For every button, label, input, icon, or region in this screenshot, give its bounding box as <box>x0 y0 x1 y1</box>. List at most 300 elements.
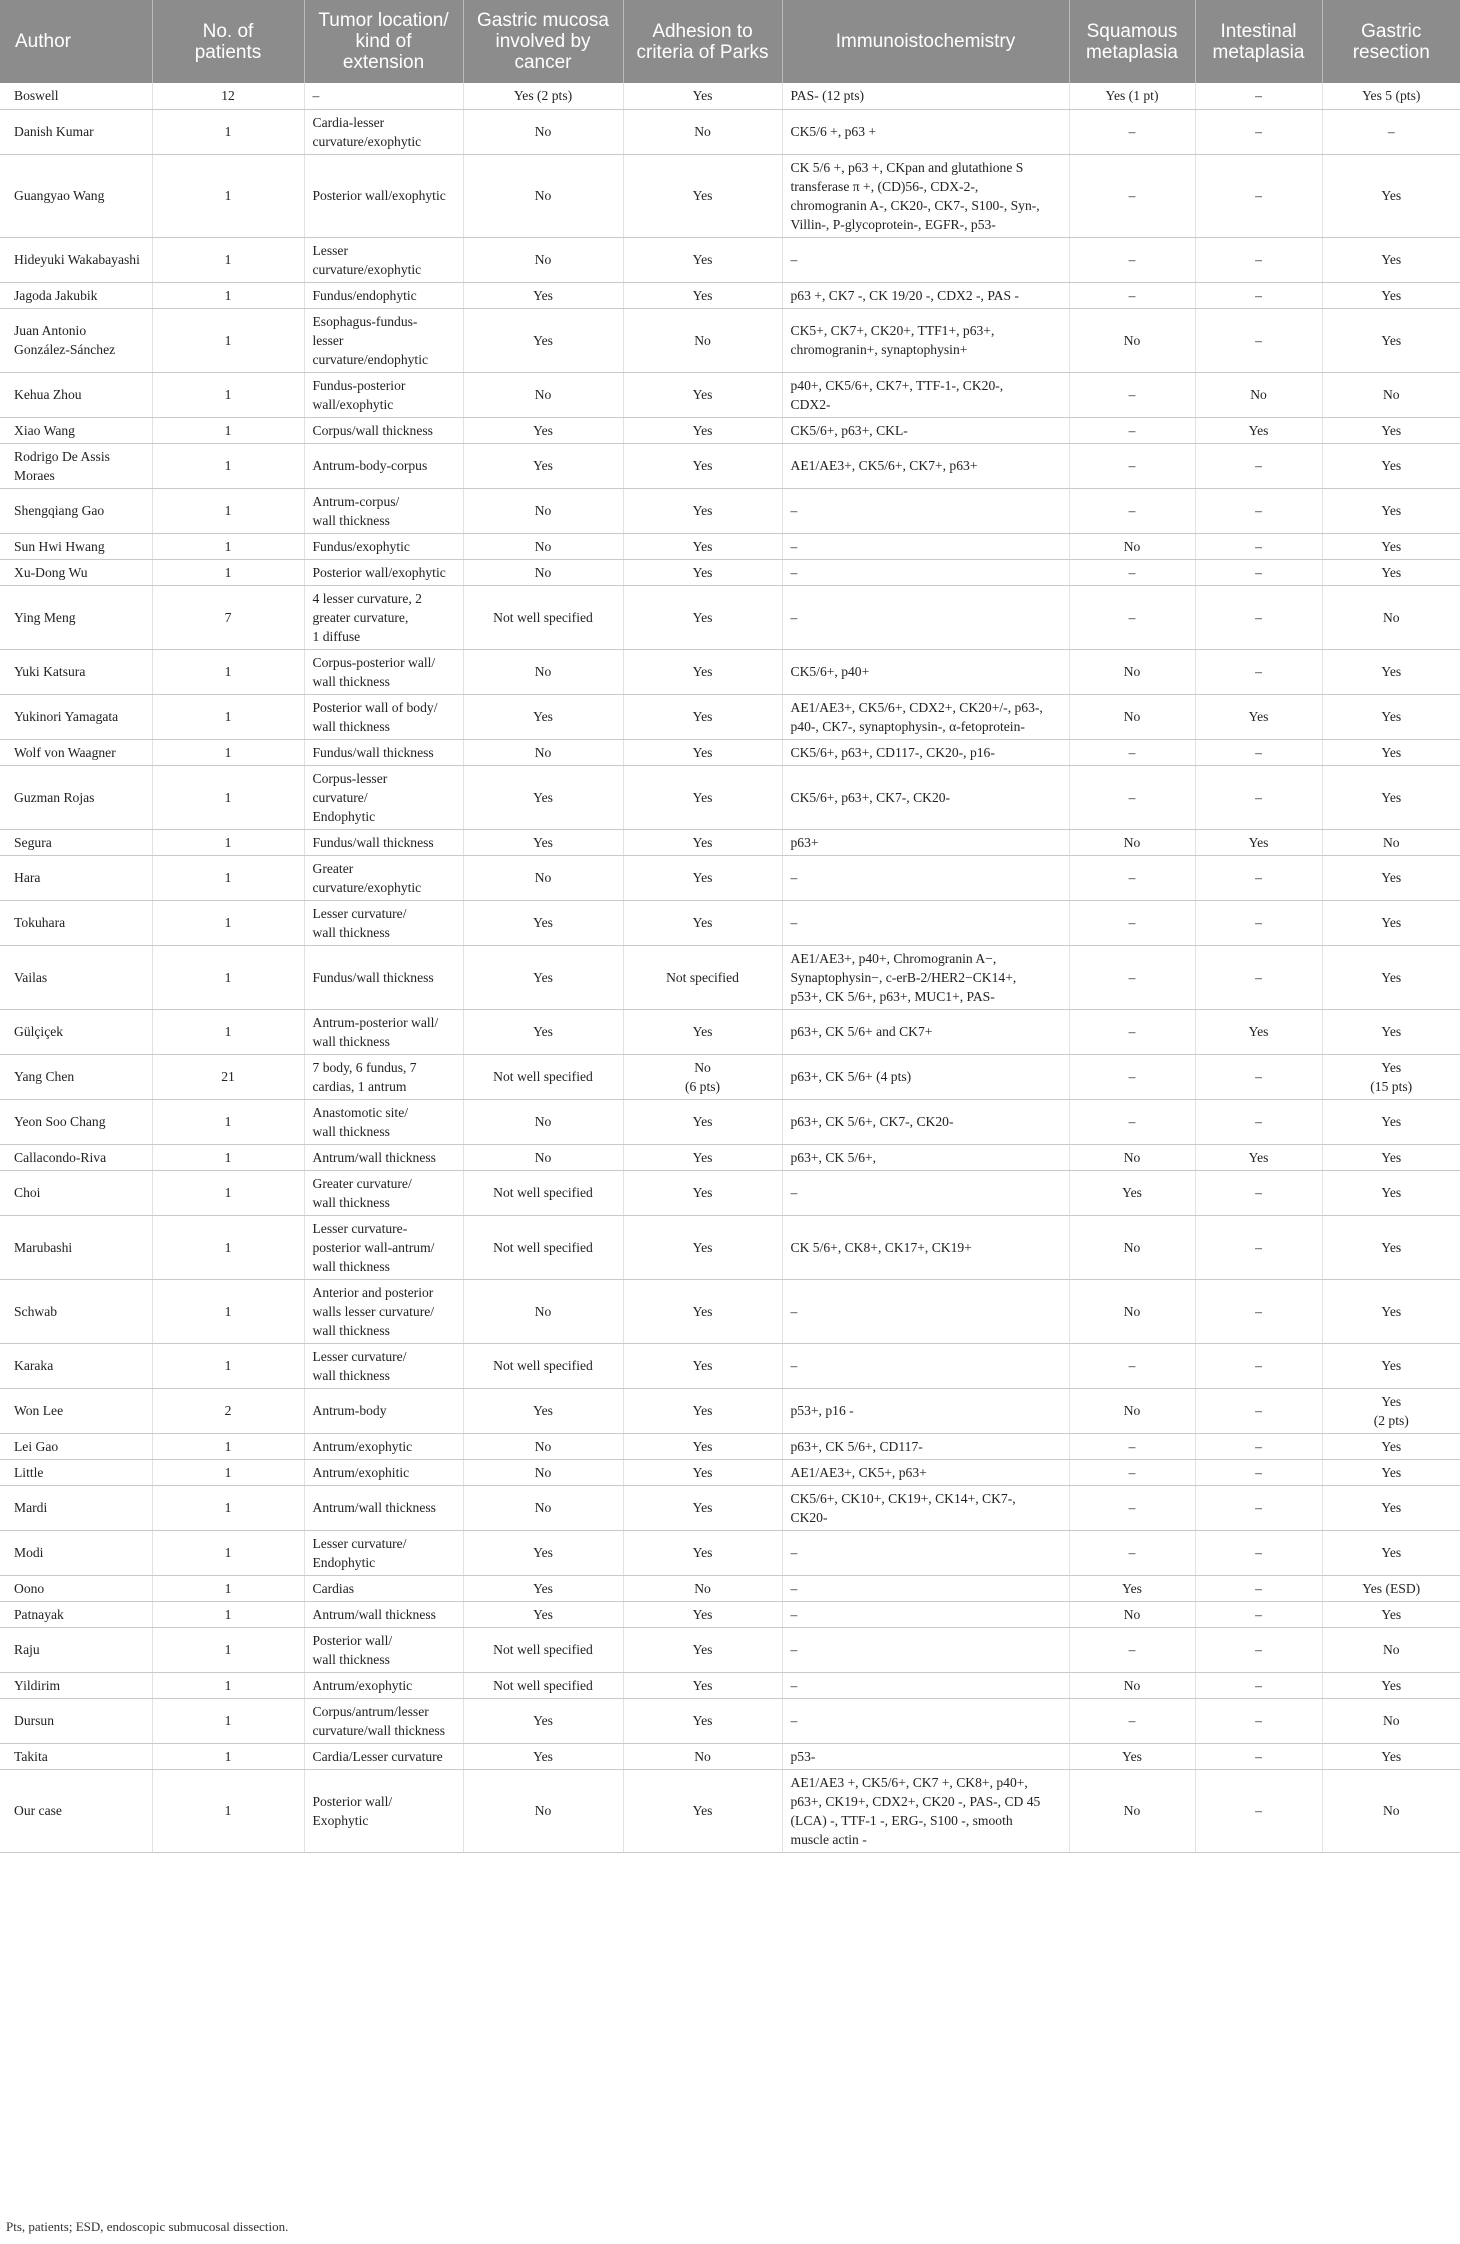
cell-ihc: p63+, CK 5/6+, <box>782 1144 1069 1170</box>
cell-parks: Yes <box>623 694 782 739</box>
cell-ihc: – <box>782 1343 1069 1388</box>
table-row <box>0 1433 1460 1459</box>
header-author: Author <box>0 0 152 83</box>
table-row <box>0 237 1460 282</box>
cell-intestinal: – <box>1195 109 1322 154</box>
cell-location: Antrum-corpus/ wall thickness <box>304 488 463 533</box>
cell-parks: Yes <box>623 1343 782 1388</box>
cell-squamous: No <box>1069 1769 1195 1852</box>
table-row <box>0 1485 1460 1530</box>
cell-parks: Yes <box>623 900 782 945</box>
cell-author: Callacondo-Riva <box>0 1144 152 1170</box>
table-row <box>0 945 1460 1009</box>
table-row <box>0 649 1460 694</box>
table-row <box>0 372 1460 417</box>
cell-mucosa: Yes <box>463 1743 623 1769</box>
cell-patients: 21 <box>152 1054 304 1099</box>
cell-intestinal: – <box>1195 945 1322 1009</box>
cell-location: Anastomotic site/ wall thickness <box>304 1099 463 1144</box>
cell-ihc: AE1/AE3+, p40+, Chromogranin A−, Synaptophysin−, c-erB-2/HER2−CK14+, p53+, CK 5/6+, p63+, MUC1+, PAS- <box>782 945 1069 1009</box>
cell-squamous: No <box>1069 1215 1195 1279</box>
cell-ihc: p53+, p16 - <box>782 1388 1069 1433</box>
cell-patients: 1 <box>152 1099 304 1144</box>
cell-squamous: – <box>1069 1099 1195 1144</box>
cell-ihc: – <box>782 855 1069 900</box>
cell-location: Lesser curvature- posterior wall-antrum/ wall thickness <box>304 1215 463 1279</box>
cell-patients: 1 <box>152 559 304 585</box>
cell-author: Hideyuki Wakabayashi <box>0 237 152 282</box>
cell-mucosa: Yes <box>463 829 623 855</box>
cell-mucosa: Yes <box>463 308 623 372</box>
cell-intestinal: Yes <box>1195 829 1322 855</box>
table-row <box>0 1215 1460 1279</box>
cell-parks: Yes <box>623 585 782 649</box>
cell-location: Antrum/wall thickness <box>304 1601 463 1627</box>
table-row <box>0 443 1460 488</box>
table-row <box>0 1343 1460 1388</box>
table-row <box>0 1099 1460 1144</box>
cell-squamous: No <box>1069 694 1195 739</box>
cell-ihc: – <box>782 1530 1069 1575</box>
cell-patients: 1 <box>152 1459 304 1485</box>
cell-squamous: – <box>1069 1698 1195 1743</box>
cell-intestinal: – <box>1195 1215 1322 1279</box>
cell-intestinal: – <box>1195 559 1322 585</box>
cell-author: Lei Gao <box>0 1433 152 1459</box>
table-row <box>0 1743 1460 1769</box>
cell-location: Esophagus-fundus- lesser curvature/endophytic <box>304 308 463 372</box>
cell-intestinal: – <box>1195 585 1322 649</box>
cell-squamous: – <box>1069 559 1195 585</box>
cell-resection: Yes <box>1322 1144 1460 1170</box>
cell-location: Cardias <box>304 1575 463 1601</box>
cell-resection: Yes <box>1322 1530 1460 1575</box>
cell-mucosa: Yes <box>463 1698 623 1743</box>
cell-resection: Yes <box>1322 1459 1460 1485</box>
cell-intestinal: – <box>1195 83 1322 109</box>
cell-author: Yukinori Yamagata <box>0 694 152 739</box>
cell-patients: 1 <box>152 1530 304 1575</box>
cell-squamous: No <box>1069 1601 1195 1627</box>
header-intestinal: Intestinal metaplasia <box>1195 0 1322 83</box>
cell-author: Takita <box>0 1743 152 1769</box>
header-patients: No. of patients <box>152 0 304 83</box>
cell-resection: Yes <box>1322 855 1460 900</box>
cell-author: Won Lee <box>0 1388 152 1433</box>
cell-squamous: Yes <box>1069 1743 1195 1769</box>
cell-resection: Yes <box>1322 282 1460 308</box>
cell-resection: Yes (2 pts) <box>1322 1388 1460 1433</box>
cell-author: Dursun <box>0 1698 152 1743</box>
cell-location: Posterior wall/ wall thickness <box>304 1627 463 1672</box>
cell-parks: Yes <box>623 855 782 900</box>
cell-resection: Yes <box>1322 945 1460 1009</box>
cell-parks: Yes <box>623 1459 782 1485</box>
cell-resection: Yes <box>1322 1343 1460 1388</box>
cell-patients: 1 <box>152 829 304 855</box>
cell-parks: Yes <box>623 1215 782 1279</box>
cell-squamous: – <box>1069 237 1195 282</box>
cell-resection: No <box>1322 829 1460 855</box>
table-row <box>0 1170 1460 1215</box>
cell-mucosa: No <box>463 855 623 900</box>
cell-resection: Yes <box>1322 559 1460 585</box>
cell-resection: Yes <box>1322 900 1460 945</box>
cell-intestinal: – <box>1195 900 1322 945</box>
cell-resection: No <box>1322 1698 1460 1743</box>
cell-intestinal: – <box>1195 1672 1322 1698</box>
cell-ihc: p63+ <box>782 829 1069 855</box>
cell-intestinal: – <box>1195 237 1322 282</box>
cell-mucosa: Not well specified <box>463 1215 623 1279</box>
cell-patients: 7 <box>152 585 304 649</box>
cell-intestinal: Yes <box>1195 1144 1322 1170</box>
cell-resection: Yes <box>1322 154 1460 237</box>
cell-parks: Yes <box>623 1530 782 1575</box>
cell-author: Guzman Rojas <box>0 765 152 829</box>
cell-patients: 1 <box>152 1144 304 1170</box>
cell-mucosa: No <box>463 154 623 237</box>
cell-patients: 1 <box>152 1279 304 1343</box>
table-row <box>0 109 1460 154</box>
cell-parks: Yes <box>623 1769 782 1852</box>
cell-mucosa: Yes <box>463 694 623 739</box>
cell-location: Antrum/exophytic <box>304 1672 463 1698</box>
cell-resection: Yes <box>1322 417 1460 443</box>
cell-parks: No <box>623 308 782 372</box>
cell-squamous: – <box>1069 109 1195 154</box>
cell-author: Hara <box>0 855 152 900</box>
cell-mucosa: Yes <box>463 282 623 308</box>
cell-parks: Yes <box>623 1144 782 1170</box>
cell-ihc: – <box>782 1575 1069 1601</box>
cell-resection: Yes <box>1322 1009 1460 1054</box>
cell-ihc: PAS- (12 pts) <box>782 83 1069 109</box>
cell-intestinal: – <box>1195 765 1322 829</box>
cell-parks: Yes <box>623 1170 782 1215</box>
cell-location: Lesser curvature/exophytic <box>304 237 463 282</box>
cell-parks: No <box>623 109 782 154</box>
cell-patients: 1 <box>152 372 304 417</box>
cell-resection: Yes <box>1322 1215 1460 1279</box>
cell-intestinal: – <box>1195 649 1322 694</box>
cell-patients: 1 <box>152 1170 304 1215</box>
cell-parks: Yes <box>623 739 782 765</box>
cell-mucosa: No <box>463 1099 623 1144</box>
cell-location: Antrum/exophitic <box>304 1459 463 1485</box>
cell-mucosa: No <box>463 559 623 585</box>
cell-patients: 1 <box>152 1433 304 1459</box>
cell-parks: Yes <box>623 372 782 417</box>
cell-resection: Yes <box>1322 1099 1460 1144</box>
cell-mucosa: Yes <box>463 443 623 488</box>
cell-location: 7 body, 6 fundus, 7 cardias, 1 antrum <box>304 1054 463 1099</box>
cell-author: Choi <box>0 1170 152 1215</box>
cell-ihc: p40+, CK5/6+, CK7+, TTF-1-, CK20-, CDX2- <box>782 372 1069 417</box>
cell-parks: Yes <box>623 1433 782 1459</box>
cell-patients: 2 <box>152 1388 304 1433</box>
cell-patients: 1 <box>152 1769 304 1852</box>
cell-resection: Yes (ESD) <box>1322 1575 1460 1601</box>
cell-author: Sun Hwi Hwang <box>0 533 152 559</box>
cell-mucosa: No <box>463 1279 623 1343</box>
cell-ihc: AE1/AE3+, CK5/6+, CDX2+, CK20+/-, p63-, p40-, CK7-, synaptophysin-, α-fetoprotein- <box>782 694 1069 739</box>
table-row <box>0 1279 1460 1343</box>
cell-patients: 1 <box>152 154 304 237</box>
header-parks: Adhesion to criteria of Parks <box>623 0 782 83</box>
cell-intestinal: – <box>1195 855 1322 900</box>
cell-squamous: No <box>1069 1144 1195 1170</box>
cell-location: Fundus/wall thickness <box>304 945 463 1009</box>
cell-intestinal: – <box>1195 1743 1322 1769</box>
cell-patients: 1 <box>152 1672 304 1698</box>
cell-parks: Yes <box>623 765 782 829</box>
cell-author: Yildirim <box>0 1672 152 1698</box>
cell-parks: Yes <box>623 1388 782 1433</box>
cell-mucosa: Yes <box>463 900 623 945</box>
cell-author: Danish Kumar <box>0 109 152 154</box>
table-row <box>0 1769 1460 1852</box>
cell-mucosa: No <box>463 237 623 282</box>
cell-intestinal: – <box>1195 1530 1322 1575</box>
cell-patients: 1 <box>152 533 304 559</box>
cell-resection: Yes 5 (pts) <box>1322 83 1460 109</box>
cell-ihc: CK5/6+, p63+, CKL- <box>782 417 1069 443</box>
cell-patients: 1 <box>152 109 304 154</box>
cell-patients: 1 <box>152 1698 304 1743</box>
cell-resection: Yes <box>1322 765 1460 829</box>
cell-intestinal: No <box>1195 372 1322 417</box>
table-row <box>0 900 1460 945</box>
cell-ihc: – <box>782 585 1069 649</box>
cell-author: Yeon Soo Chang <box>0 1099 152 1144</box>
cell-patients: 1 <box>152 765 304 829</box>
cell-author: Oono <box>0 1575 152 1601</box>
cell-author: Yang Chen <box>0 1054 152 1099</box>
cell-intestinal: – <box>1195 1627 1322 1672</box>
cell-mucosa: No <box>463 1769 623 1852</box>
cell-location: Antrum/wall thickness <box>304 1485 463 1530</box>
cell-parks: Yes <box>623 1601 782 1627</box>
table-row <box>0 585 1460 649</box>
cell-location: Posterior wall/exophytic <box>304 154 463 237</box>
cell-squamous: Yes (1 pt) <box>1069 83 1195 109</box>
cell-squamous: No <box>1069 308 1195 372</box>
cell-resection: Yes <box>1322 649 1460 694</box>
cell-mucosa: No <box>463 372 623 417</box>
cell-intestinal: – <box>1195 1343 1322 1388</box>
cell-location: Antrum-posterior wall/ wall thickness <box>304 1009 463 1054</box>
cell-ihc: – <box>782 237 1069 282</box>
header-location: Tumor location/ kind of extension <box>304 0 463 83</box>
cell-patients: 1 <box>152 1009 304 1054</box>
cell-location: Fundus/exophytic <box>304 533 463 559</box>
cell-patients: 1 <box>152 417 304 443</box>
cell-mucosa: No <box>463 1433 623 1459</box>
cell-patients: 1 <box>152 282 304 308</box>
cell-mucosa: No <box>463 533 623 559</box>
table-row <box>0 1009 1460 1054</box>
table-row <box>0 1054 1460 1099</box>
cell-intestinal: – <box>1195 1698 1322 1743</box>
cell-intestinal: – <box>1195 1433 1322 1459</box>
cell-squamous: – <box>1069 443 1195 488</box>
cell-ihc: AE1/AE3 +, CK5/6+, CK7 +, CK8+, p40+, p63+, CK19+, CDX2+, CK20 -, PAS-, CD 45 (LCA) -, TTF-1 -, ERG-, S100 -, smooth muscle actin - <box>782 1769 1069 1852</box>
cell-intestinal: – <box>1195 1279 1322 1343</box>
cell-squamous: – <box>1069 1009 1195 1054</box>
cell-patients: 1 <box>152 488 304 533</box>
cell-intestinal: – <box>1195 1054 1322 1099</box>
cell-patients: 1 <box>152 855 304 900</box>
cell-intestinal: – <box>1195 282 1322 308</box>
cell-mucosa: Yes (2 pts) <box>463 83 623 109</box>
cell-author: Modi <box>0 1530 152 1575</box>
cell-resection: Yes <box>1322 1485 1460 1530</box>
cell-squamous: – <box>1069 900 1195 945</box>
table-row <box>0 739 1460 765</box>
cell-squamous: – <box>1069 372 1195 417</box>
cell-resection: Yes <box>1322 1279 1460 1343</box>
cell-squamous: No <box>1069 1279 1195 1343</box>
cell-squamous: No <box>1069 649 1195 694</box>
cell-ihc: – <box>782 1627 1069 1672</box>
cell-location: Greater curvature/ wall thickness <box>304 1170 463 1215</box>
cell-author: Marubashi <box>0 1215 152 1279</box>
table-header <box>0 0 1460 83</box>
cell-location: Greater curvature/exophytic <box>304 855 463 900</box>
table-row <box>0 154 1460 237</box>
table-row <box>0 83 1460 109</box>
cell-location: Corpus-lesser curvature/ Endophytic <box>304 765 463 829</box>
cell-ihc: – <box>782 1170 1069 1215</box>
cell-location: Lesser curvature/ wall thickness <box>304 900 463 945</box>
cell-location: Cardia/Lesser curvature <box>304 1743 463 1769</box>
cell-resection: No <box>1322 372 1460 417</box>
cell-intestinal: – <box>1195 1170 1322 1215</box>
cell-parks: Yes <box>623 649 782 694</box>
cell-parks: Yes <box>623 1279 782 1343</box>
cell-mucosa: Not well specified <box>463 1054 623 1099</box>
table-row <box>0 1530 1460 1575</box>
cell-squamous: – <box>1069 1054 1195 1099</box>
cell-intestinal: – <box>1195 533 1322 559</box>
cell-location: Posterior wall/ Exophytic <box>304 1769 463 1852</box>
table-row <box>0 829 1460 855</box>
table-row <box>0 417 1460 443</box>
cell-resection: Yes <box>1322 533 1460 559</box>
table-row <box>0 559 1460 585</box>
cell-mucosa: Not well specified <box>463 1627 623 1672</box>
cell-intestinal: – <box>1195 154 1322 237</box>
cell-author: Rodrigo De Assis Moraes <box>0 443 152 488</box>
cell-mucosa: Not well specified <box>463 585 623 649</box>
cell-author: Boswell <box>0 83 152 109</box>
cell-mucosa: Not well specified <box>463 1672 623 1698</box>
cell-intestinal: – <box>1195 1099 1322 1144</box>
cell-patients: 1 <box>152 739 304 765</box>
cell-squamous: No <box>1069 829 1195 855</box>
cell-resection: Yes <box>1322 443 1460 488</box>
cell-parks: No <box>623 1743 782 1769</box>
cell-resection: Yes <box>1322 694 1460 739</box>
cell-parks: Yes <box>623 282 782 308</box>
cell-mucosa: Yes <box>463 1530 623 1575</box>
cell-parks: Yes <box>623 443 782 488</box>
cell-squamous: – <box>1069 585 1195 649</box>
cell-resection: Yes (15 pts) <box>1322 1054 1460 1099</box>
cell-ihc: CK5/6 +, p63 + <box>782 109 1069 154</box>
table-row <box>0 1459 1460 1485</box>
table-row <box>0 694 1460 739</box>
cell-location: Corpus-posterior wall/ wall thickness <box>304 649 463 694</box>
cell-mucosa: No <box>463 109 623 154</box>
cell-resection: Yes <box>1322 308 1460 372</box>
cell-intestinal: – <box>1195 308 1322 372</box>
cell-squamous: No <box>1069 533 1195 559</box>
cell-location: Corpus/wall thickness <box>304 417 463 443</box>
cell-parks: Yes <box>623 559 782 585</box>
cell-author: Vailas <box>0 945 152 1009</box>
cell-ihc: – <box>782 1279 1069 1343</box>
cell-parks: Yes <box>623 829 782 855</box>
cell-resection: – <box>1322 109 1460 154</box>
cell-intestinal: Yes <box>1195 1009 1322 1054</box>
cell-resection: No <box>1322 1769 1460 1852</box>
cell-patients: 1 <box>152 1343 304 1388</box>
cell-intestinal: Yes <box>1195 417 1322 443</box>
cell-ihc: CK5/6+, p63+, CK7-, CK20- <box>782 765 1069 829</box>
cell-location: Posterior wall of body/ wall thickness <box>304 694 463 739</box>
cell-intestinal: – <box>1195 443 1322 488</box>
cell-patients: 1 <box>152 1627 304 1672</box>
cell-resection: Yes <box>1322 488 1460 533</box>
cell-parks: Yes <box>623 83 782 109</box>
cell-mucosa: No <box>463 1144 623 1170</box>
cell-resection: Yes <box>1322 1170 1460 1215</box>
cell-parks: Yes <box>623 154 782 237</box>
cell-squamous: No <box>1069 1388 1195 1433</box>
table-row <box>0 488 1460 533</box>
cell-intestinal: – <box>1195 488 1322 533</box>
cell-resection: Yes <box>1322 1743 1460 1769</box>
cell-squamous: Yes <box>1069 1575 1195 1601</box>
cell-squamous: – <box>1069 154 1195 237</box>
cell-intestinal: – <box>1195 1459 1322 1485</box>
cell-author: Patnayak <box>0 1601 152 1627</box>
cell-mucosa: Yes <box>463 417 623 443</box>
cell-location: Lesser curvature/ Endophytic <box>304 1530 463 1575</box>
cell-patients: 1 <box>152 237 304 282</box>
header-row <box>0 0 1460 83</box>
header-resection: Gastric resection <box>1322 0 1460 83</box>
cell-location: Anterior and posterior walls lesser curvature/ wall thickness <box>304 1279 463 1343</box>
cell-author: Ying Meng <box>0 585 152 649</box>
cell-location: Fundus/endophytic <box>304 282 463 308</box>
cell-mucosa: Not well specified <box>463 1343 623 1388</box>
cell-mucosa: Yes <box>463 1575 623 1601</box>
cell-ihc: – <box>782 488 1069 533</box>
cell-ihc: CK5/6+, CK10+, CK19+, CK14+, CK7-, CK20- <box>782 1485 1069 1530</box>
cell-mucosa: No <box>463 1459 623 1485</box>
cell-patients: 1 <box>152 308 304 372</box>
cell-ihc: p63 +, CK7 -, CK 19/20 -, CDX2 -, PAS - <box>782 282 1069 308</box>
cell-resection: Yes <box>1322 237 1460 282</box>
cell-location: Antrum/wall thickness <box>304 1144 463 1170</box>
cell-ihc: – <box>782 1672 1069 1698</box>
cell-squamous: – <box>1069 417 1195 443</box>
cell-ihc: p63+, CK 5/6+, CK7-, CK20- <box>782 1099 1069 1144</box>
cell-resection: Yes <box>1322 739 1460 765</box>
